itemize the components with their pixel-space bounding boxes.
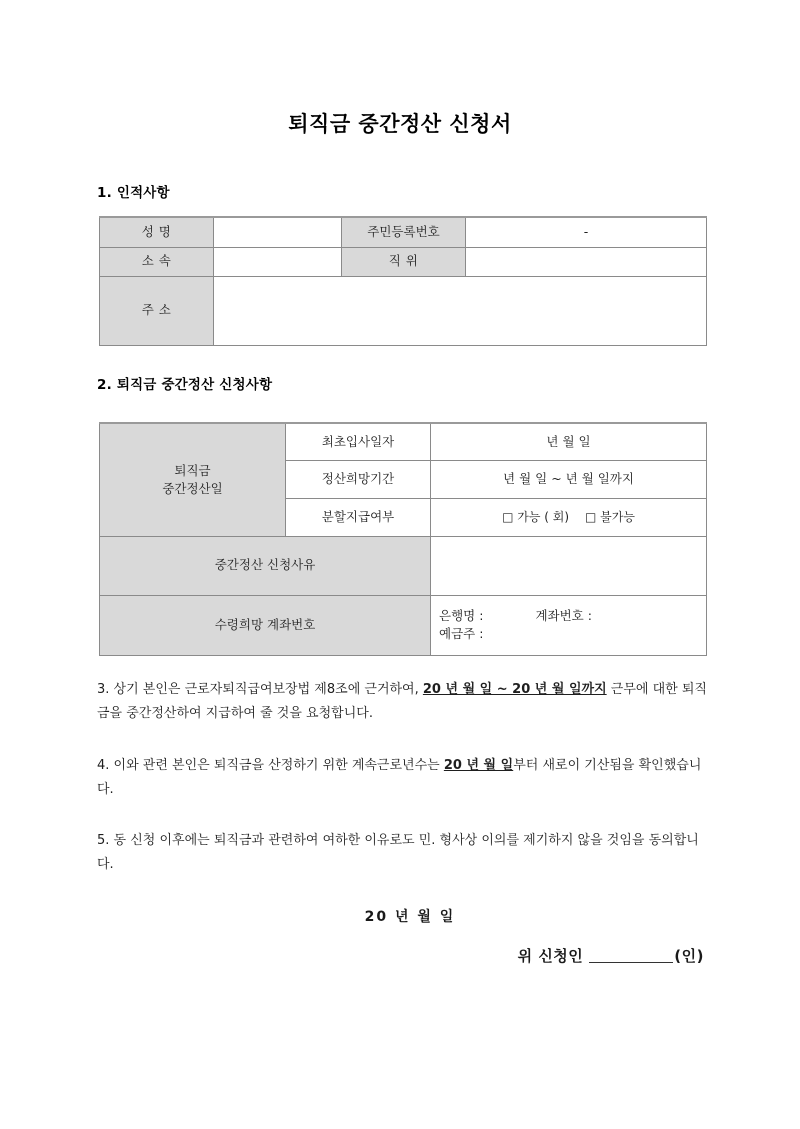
signature-line[interactable]	[589, 962, 673, 963]
clause-3-part-1: 3. 상기 본인은 근로자퇴직급여보장법 제8조에 근거하여,	[97, 682, 423, 697]
label-position: 직 위	[342, 247, 466, 276]
account-bank-line	[439, 607, 698, 625]
field-resident-number[interactable]: -	[466, 217, 707, 247]
clause-4-part-2: 부터 새로이 기산됨을 확인했습니다.	[97, 758, 702, 798]
signature-label: 위 신청인	[517, 947, 584, 965]
field-settlement-period[interactable]: 년 월 일 ~ 년 월 일까지	[431, 460, 707, 498]
page-title: 퇴직금 중간정산 신청서	[288, 112, 512, 136]
field-name[interactable]	[214, 217, 342, 247]
label-account-number-inline: 계좌번호 :	[535, 607, 592, 623]
checkbox-installment-no[interactable]: □ 불가능	[585, 509, 635, 524]
label-name: 성 명	[100, 217, 214, 247]
section-2-heading: 2. 퇴직금 중간정산 신청사항	[97, 377, 273, 393]
table-row	[100, 536, 707, 595]
table-row	[100, 247, 707, 276]
field-address[interactable]	[214, 276, 707, 345]
field-position[interactable]	[466, 247, 707, 276]
field-first-hire-date[interactable]: 년 월 일	[431, 423, 707, 460]
request-details-table	[99, 422, 707, 656]
footer-date: 20 년 월 일	[364, 909, 456, 925]
label-resident-number: 주민등록번호	[342, 217, 466, 247]
label-settlement-date-group	[100, 423, 286, 536]
personal-info-table	[99, 216, 707, 346]
field-installment-payment[interactable]	[431, 498, 707, 536]
clause-4-emphasis: 20 년 월 일	[443, 758, 514, 773]
label-first-hire-date: 최초입사일자	[286, 423, 431, 460]
table-row	[100, 595, 707, 655]
label-bank-name: 은행명 :	[439, 607, 484, 623]
label-account-number: 수령희망 계좌번호	[100, 595, 431, 655]
settlement-group-line-2: 중간정산일	[162, 480, 223, 496]
clause-3	[97, 678, 709, 726]
checkbox-installment-yes[interactable]: □ 가능 ( 회)	[502, 509, 569, 524]
field-settlement-reason[interactable]	[431, 536, 707, 595]
field-account-details[interactable]	[431, 595, 707, 655]
table-row	[100, 276, 707, 345]
section-1-heading: 1. 인적사항	[97, 185, 170, 201]
settlement-group-line-1: 퇴직금	[174, 462, 211, 478]
clause-5-text: 5. 동 신청 이후에는 퇴직금과 관련하여 여하한 이유로도 민. 형사상 이의를 제기하지 않을 것임을 동의합니다.	[97, 833, 699, 873]
table-row	[100, 423, 707, 460]
label-account-holder: 예금주 :	[439, 626, 484, 641]
table-row	[100, 217, 707, 247]
field-affiliation[interactable]	[214, 247, 342, 276]
label-installment-payment: 분할지급여부	[286, 498, 431, 536]
clause-4	[97, 754, 709, 802]
clause-4-part-1: 4. 이와 관련 본인은 퇴직금을 산정하기 위한 계속근로년수는	[97, 758, 444, 773]
clause-3-part-2: 근무에 대한 퇴직금을 중간정산하여 지급하여 줄 것을 요청합니다.	[97, 682, 707, 722]
label-address: 주 소	[100, 276, 214, 345]
clause-3-emphasis: 20 년 월 일 ~ 20 년 월 일까지	[422, 682, 607, 697]
label-settlement-period: 정산희망기간	[286, 460, 431, 498]
label-affiliation: 소 속	[100, 247, 214, 276]
label-settlement-reason: 중간정산 신청사유	[100, 536, 431, 595]
signature-seal-mark: (인)	[674, 947, 704, 965]
clause-5	[97, 829, 709, 877]
footer-signature	[0, 945, 800, 966]
